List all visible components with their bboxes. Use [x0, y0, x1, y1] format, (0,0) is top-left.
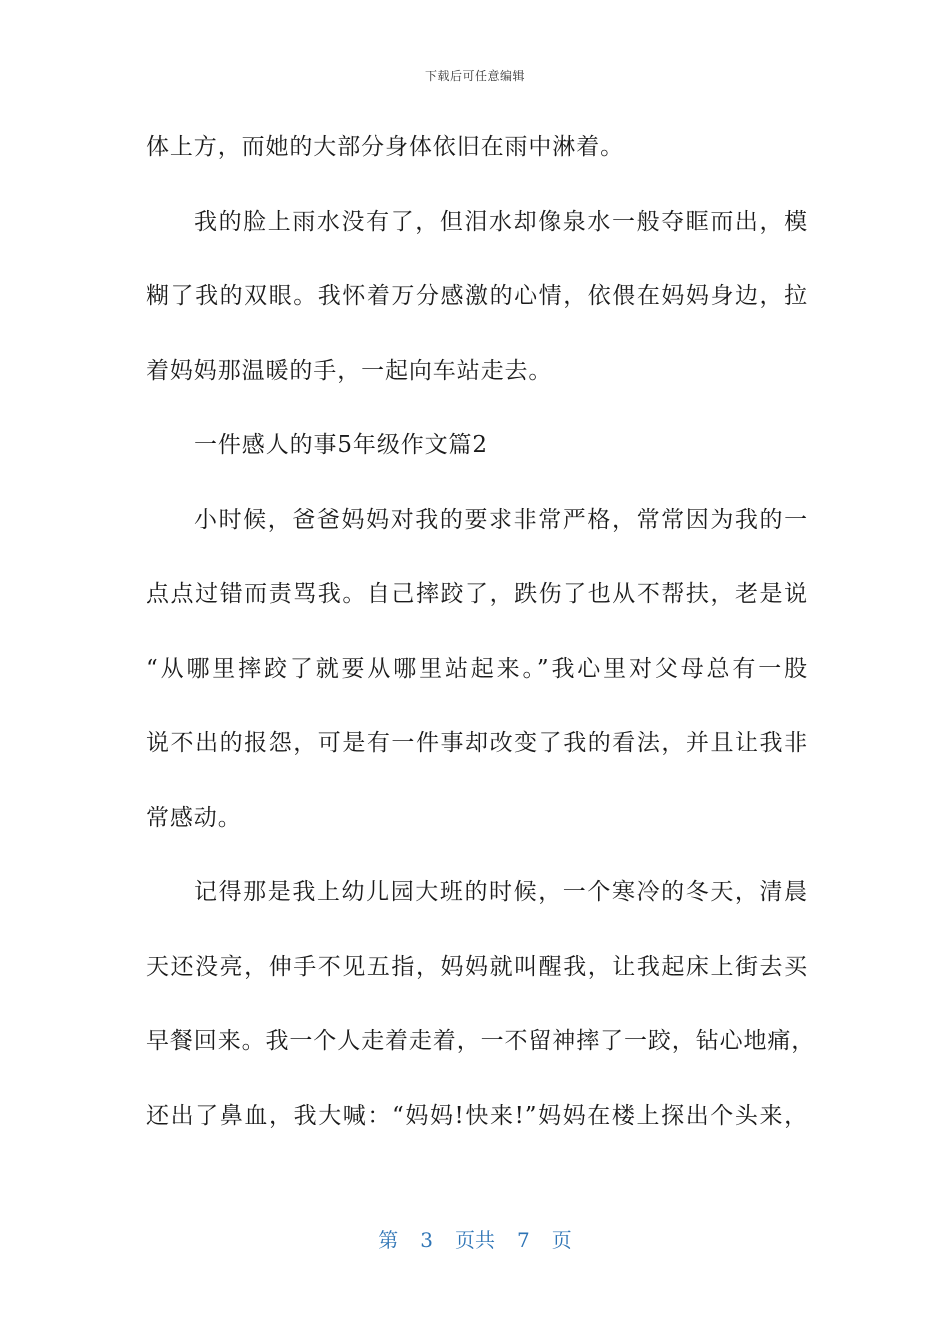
page-current: 3 — [420, 1228, 433, 1252]
page-number-footer — [0, 1224, 950, 1253]
paragraph-line: 还出了鼻血，我大喊：“妈妈!快来!”妈妈在楼上探出个头来， — [146, 1102, 808, 1129]
paragraph-line: 糊了我的双眼。我怀着万分感激的心情，依偎在妈妈身边，拉 — [146, 283, 808, 309]
paragraph-line: 我的脸上雨水没有了，但泪水却像泉水一般夺眶而出，模 — [194, 208, 808, 235]
paragraph-line: 小时候，爸爸妈妈对我的要求非常严格，常常因为我的一 — [194, 506, 808, 533]
page-suffix: 页 — [551, 1228, 572, 1252]
paragraph-line: “从哪里摔跤了就要从哪里站起来。”我心里对父母总有一股 — [146, 655, 808, 682]
paragraph-line: 天还没亮，伸手不见五指，妈妈就叫醒我，让我起床上街去买 — [146, 953, 808, 980]
paragraph-line: 早餐回来。我一个人走着走着，一不留神摔了一跤，钻心地痛， — [146, 1028, 816, 1054]
page-prefix: 第 — [378, 1228, 399, 1252]
page-total: 7 — [517, 1228, 530, 1252]
page-header-note: 下载后可任意编辑 — [424, 69, 525, 83]
section-heading: 一件感人的事5年级作文篇2 — [194, 432, 488, 458]
paragraph-line: 体上方，而她的大部分身体依旧在雨中淋着。 — [146, 134, 624, 160]
paragraph-line: 说不出的报怨，可是有一件事却改变了我的看法，并且让我非 — [146, 730, 808, 756]
paragraph-line: 着妈妈那温暖的手，一起向车站走去。 — [146, 357, 553, 384]
document-body — [146, 125, 816, 1168]
page-mid: 页共 — [455, 1228, 495, 1252]
paragraph-line: 记得那是我上幼儿园大班的时候，一个寒冷的冬天，清晨 — [194, 879, 808, 905]
paragraph-line: 常感动。 — [146, 804, 242, 831]
paragraph-line: 点点过错而责骂我。自己摔跤了，跌伤了也从不帮扶，老是说 — [146, 581, 808, 607]
